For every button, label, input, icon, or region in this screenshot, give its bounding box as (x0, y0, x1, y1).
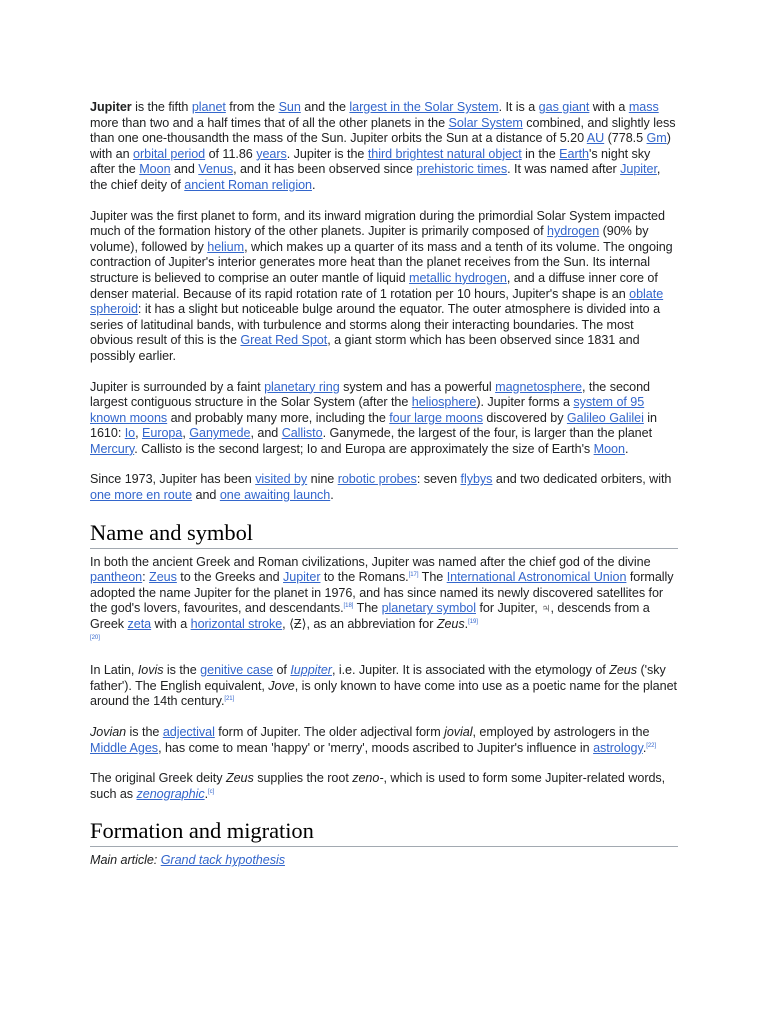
link-zeta[interactable]: zeta (127, 617, 152, 632)
link-moon[interactable]: Moon (139, 162, 171, 177)
link-largest-in-solar-system[interactable]: largest in the Solar System (349, 100, 499, 114)
jupiter-symbol-icon: ♃ (541, 601, 551, 616)
intro-paragraph-4: Since 1973, Jupiter has been visited by nine robotic probes: seven flybys and two dedicated orbiters, with one more en route and one awaiting launch. (90, 472, 672, 503)
article-subject: Jupiter (90, 100, 132, 114)
link-grand-tack-hypothesis[interactable]: Grand tack hypothesis (160, 853, 285, 868)
link-horizontal-stroke[interactable]: horizontal stroke (190, 617, 283, 632)
link-heliosphere[interactable]: heliosphere (411, 395, 477, 410)
section-heading-name-and-symbol: Name and symbol (90, 519, 678, 549)
link-visited-by[interactable]: visited by (255, 472, 308, 487)
link-magnetosphere[interactable]: magnetosphere (495, 379, 582, 394)
link-flybys[interactable]: flybys (460, 472, 493, 487)
link-jupiter-mythology[interactable]: Jupiter (620, 162, 657, 177)
link-oblate-spheroid[interactable]: oblate spheroid (90, 286, 664, 317)
link-earth[interactable]: Earth (559, 146, 589, 161)
link-jupiter-god[interactable]: Jupiter (283, 570, 321, 585)
link-helium[interactable]: helium (207, 239, 245, 254)
link-astrology[interactable]: astrology (593, 740, 643, 755)
link-genitive-case[interactable]: genitive case (200, 663, 274, 678)
link-sun[interactable]: Sun (278, 100, 301, 114)
link-zeus[interactable]: Zeus (149, 570, 177, 585)
link-planetary-ring[interactable]: planetary ring (264, 379, 340, 394)
name-paragraph-1: In both the ancient Greek and Roman civilizations, Jupiter was named after the chief god of the divine pantheon: Zeus to the Greeks and Jupiter to the Romans.[17] The International Astronomical Union formally adopted the name Jupiter for the planet in 1976, and has since named its newly discovered satellites for the god's lovers, favourites, and descendants.[18] The planetary symbol for Jupiter, ♃, descends from a Greek zeta with a horizontal stroke, ⟨Ƶ⟩, as an abbreviation for Zeus.[19] [20] (90, 554, 674, 641)
reference-20[interactable]: [20] (90, 634, 100, 641)
reference-17[interactable]: [17] (408, 572, 419, 579)
reference-18[interactable]: [18] (343, 603, 354, 610)
link-one-awaiting-launch[interactable]: one awaiting launch (219, 488, 331, 503)
link-prehistoric-times[interactable]: prehistoric times (416, 162, 508, 177)
link-iau[interactable]: International Astronomical Union (446, 570, 627, 585)
link-venus[interactable]: Venus (198, 162, 234, 177)
reference-19[interactable]: [19] (468, 618, 478, 625)
link-one-more-en-route[interactable]: one more en route (90, 488, 193, 503)
link-robotic-probes[interactable]: robotic probes (337, 472, 417, 487)
link-four-large-moons[interactable]: four large moons (389, 410, 483, 425)
link-galileo-galilei[interactable]: Galileo Galilei (566, 410, 644, 425)
name-paragraph-3: Jovian is the adjectival form of Jupiter. The older adjectival form jovial, employed by astrologers in the Middle Ages, has come to mean 'happy' or 'merry', moods ascribed to Jupiter's influence in astrology.[22] (90, 725, 657, 755)
article-content (90, 100, 678, 869)
link-io[interactable]: Io (124, 426, 136, 441)
link-gas-giant[interactable]: gas giant (538, 100, 590, 114)
link-ancient-roman-religion[interactable]: ancient Roman religion (184, 177, 312, 192)
intro-paragraph-3: Jupiter is surrounded by a faint planetary ring system and has a powerful magnetosphere, the second largest contiguous structure in the Solar System (after the heliosphere). Jupiter forms a system of 95 known moons and probably many more, including the four large moons discovered by Galileo Galilei in 1610: Io, Europa, Ganymede, and Callisto. Ganymede, the largest of the four, is larger than the planet Mercury. Callisto is the second largest; Io and Europa are approximately the size of Earth's Moon. (90, 379, 657, 456)
link-gm[interactable]: Gm (646, 131, 667, 146)
reference-c[interactable]: [c] (208, 788, 215, 795)
link-europa[interactable]: Europa (142, 426, 183, 441)
link-adjectival[interactable]: adjectival (162, 725, 215, 739)
intro-paragraph-2: Jupiter was the first planet to form, and its inward migration during the primordial Solar System impacted much of the formation history of the other planets. Jupiter is primarily composed of hydrogen (90% by volume), followed by helium, which makes up a quarter of its mass and a tenth of its volume. The ongoing contraction of Jupiter's interior generates more heat than the planet receives from the Sun. Its internal structure is believed to comprise an outer mantle of liquid metallic hydrogen, and a diffuse inner core of denser material. Because of its rapid rotation rate of 1 rotation per 10 hours, Jupiter's shape is an oblate spheroid: it has a slight but noticeable bulge around the equator. The outer atmosphere is divided into a series of latitudinal bands, with turbulence and storms along their interacting boundaries. The most obvious result of this is the Great Red Spot, a giant storm which has been observed since 1831 and possibly earlier. (90, 208, 673, 363)
section-heading-formation-and-migration: Formation and migration (90, 817, 678, 847)
name-paragraph-4: The original Greek deity Zeus supplies the root zeno-, which is used to form some Jupiter-related words, such as zenographic.[c] (90, 771, 666, 801)
link-mass[interactable]: mass (628, 100, 659, 114)
reference-22[interactable]: [22] (646, 742, 657, 749)
link-orbital-period[interactable]: orbital period (133, 146, 206, 161)
link-iuppiter[interactable]: Iuppiter (290, 663, 332, 678)
name-paragraph-2: In Latin, Iovis is the genitive case of Iuppiter, i.e. Jupiter. It is associated with the etymology of Zeus ('sky father'). The English equivalent, Jove, is only known to have come into use as a poetic name for the planet around the 14th century.[21] (90, 663, 677, 709)
link-callisto[interactable]: Callisto (281, 426, 323, 441)
link-middle-ages[interactable]: Middle Ages (90, 740, 159, 755)
main-article-hatnote: Main article: Grand tack hypothesis (90, 853, 285, 868)
link-au[interactable]: AU (586, 131, 605, 146)
link-mercury[interactable]: Mercury (90, 441, 135, 456)
link-planetary-symbol[interactable]: planetary symbol (381, 601, 476, 616)
link-solar-system[interactable]: Solar System (448, 115, 523, 130)
link-hydrogen[interactable]: hydrogen (547, 224, 600, 239)
link-known-moons[interactable]: system of 95 known moons (90, 395, 645, 425)
link-pantheon[interactable]: pantheon (90, 570, 143, 585)
link-great-red-spot[interactable]: Great Red Spot (240, 333, 328, 348)
reference-21[interactable]: [21] (224, 696, 235, 703)
link-zenographic[interactable]: zenographic (136, 786, 205, 801)
link-years[interactable]: years (256, 146, 287, 161)
intro-paragraph-1: Jupiter is the fifth planet from the Sun and the largest in the Solar System. It is a gas giant with a mass more than two and a half times that of all the other planets in the Solar System combined, and slightly less than one one-thousandth the mass of the Sun. Jupiter orbits the Sun at a distance of 5.20 AU (778.5 Gm) with an orbital period of 11.86 years. Jupiter is the third brightest natural object in the Earth's night sky after the Moon and Venus, and it has been observed since prehistoric times. It was named after Jupiter, the chief deity of ancient Roman religion. (90, 100, 676, 192)
link-ganymede[interactable]: Ganymede (189, 426, 251, 441)
link-earths-moon[interactable]: Moon (593, 441, 625, 456)
link-metallic-hydrogen[interactable]: metallic hydrogen (409, 270, 507, 285)
link-third-brightest-natural-object[interactable]: third brightest natural object (367, 146, 522, 161)
link-planet[interactable]: planet (191, 100, 226, 114)
